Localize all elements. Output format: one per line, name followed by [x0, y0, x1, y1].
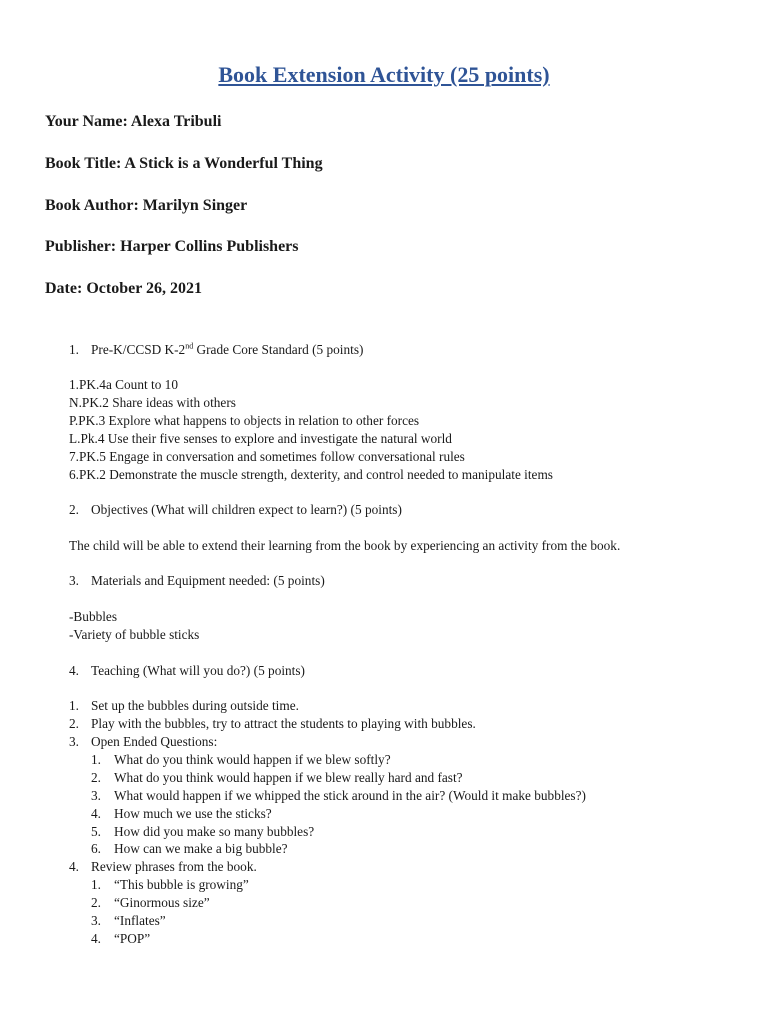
question-text: How much we use the sticks? — [114, 806, 272, 821]
standard-item: 1.PK.4a Count to 10 — [69, 377, 178, 392]
question-number: 5. — [91, 824, 101, 839]
section-1-heading-text: Pre-K/CCSD K-2 — [91, 342, 186, 357]
question-number: 1. — [91, 752, 101, 767]
standard-item: N.PK.2 Share ideas with others — [69, 395, 236, 410]
section-1-heading-suffix: Grade Core Standard (5 points) — [193, 342, 364, 357]
question-text: What would happen if we whipped the stick around in the air? (Would it make bubbles?) — [114, 788, 586, 803]
section-1-heading-sup: nd — [185, 341, 194, 351]
student-name: Your Name: Alexa Tribuli — [45, 113, 222, 130]
section-1-heading — [91, 342, 363, 358]
material-item: -Bubbles — [69, 609, 118, 624]
section-2-number: 2. — [69, 502, 79, 517]
standard-item: L.Pk.4 Use their five senses to explore and investigate the natural world — [69, 431, 452, 446]
phrase-text: “This bubble is growing” — [114, 877, 249, 892]
section-3-number: 3. — [69, 573, 79, 588]
phrase-number: 4. — [91, 931, 101, 946]
question-text: What do you think would happen if we blew softly? — [114, 752, 391, 767]
section-3-heading: Materials and Equipment needed: (5 points) — [91, 573, 325, 588]
question-text: How did you make so many bubbles? — [114, 824, 315, 839]
step-number: 3. — [69, 734, 79, 749]
question-text: What do you think would happen if we blew really hard and fast? — [114, 770, 463, 785]
phrase-number: 3. — [91, 913, 101, 928]
standard-item: P.PK.3 Explore what happens to objects in relation to other forces — [69, 413, 420, 428]
book-author: Book Author: Marilyn Singer — [45, 197, 248, 214]
step-text: Review phrases from the book. — [91, 859, 257, 874]
objectives-text: The child will be able to extend their learning from the book by experiencing an activity from the book. — [69, 538, 621, 553]
question-text: How can we make a big bubble? — [114, 841, 288, 856]
phrase-number: 2. — [91, 895, 101, 910]
phrase-number: 1. — [91, 877, 101, 892]
question-number: 2. — [91, 770, 101, 785]
section-4-heading: Teaching (What will you do?) (5 points) — [91, 663, 305, 678]
question-number: 3. — [91, 788, 101, 803]
step-number: 2. — [69, 716, 79, 731]
section-4-number: 4. — [69, 663, 79, 678]
page-title: Book Extension Activity (25 points) — [218, 62, 550, 87]
section-2-heading: Objectives (What will children expect to learn?) (5 points) — [91, 502, 402, 517]
phrase-text: “Ginormous size” — [114, 895, 210, 910]
step-number: 4. — [69, 859, 79, 874]
standard-item: 6.PK.2 Demonstrate the muscle strength, dexterity, and control needed to manipulate items — [69, 467, 553, 482]
question-number: 6. — [91, 841, 101, 856]
step-text: Play with the bubbles, try to attract the students to playing with bubbles. — [91, 716, 476, 731]
book-title: Book Title: A Stick is a Wonderful Thing — [45, 155, 323, 172]
step-number: 1. — [69, 698, 79, 713]
step-text: Set up the bubbles during outside time. — [91, 698, 299, 713]
standard-item: 7.PK.5 Engage in conversation and sometimes follow conversational rules — [69, 449, 465, 464]
publisher: Publisher: Harper Collins Publishers — [45, 238, 299, 255]
phrase-text: “Inflates” — [114, 913, 166, 928]
step-text: Open Ended Questions: — [91, 734, 218, 749]
material-item: -Variety of bubble sticks — [69, 627, 200, 642]
question-number: 4. — [91, 806, 101, 821]
section-1-number: 1. — [69, 342, 79, 357]
phrase-text: “POP” — [114, 931, 151, 946]
date: Date: October 26, 2021 — [45, 280, 202, 297]
